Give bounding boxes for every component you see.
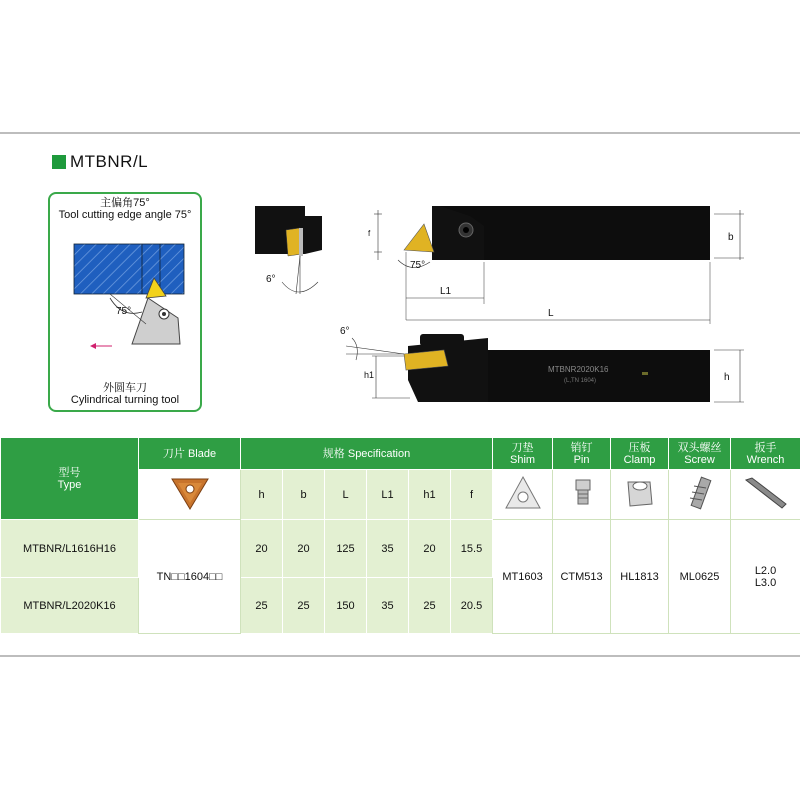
title-square-icon [52, 155, 66, 169]
row-2-b: 25 [283, 578, 325, 634]
blade-header: 刀片 Blade [139, 438, 241, 470]
h-label: h [724, 372, 730, 383]
clamp-icon [620, 474, 660, 512]
spec-table [0, 437, 800, 634]
col-b-header: b [283, 470, 325, 520]
wrench-value-1: L2.0 [754, 564, 777, 577]
head-detail-view [255, 206, 322, 294]
angle-label: 75° [116, 306, 132, 317]
blade-image [139, 470, 241, 520]
h1-label: h1 [364, 370, 375, 380]
row-1-f: 15.5 [451, 520, 493, 578]
wrench-image [731, 470, 800, 520]
pin-value: CTM513 [553, 520, 611, 634]
angle-6-top-label: 6° [266, 274, 276, 285]
insert-triangle-icon [168, 473, 212, 513]
caption-cn: 外圆车刀 [103, 382, 147, 394]
b-label: b [728, 232, 734, 243]
wrench-icon [738, 474, 794, 512]
top-divider [0, 132, 800, 134]
row-2-h1: 25 [409, 578, 451, 634]
row-2-f: 20.5 [451, 578, 493, 634]
title-text: MTBNR/L [70, 152, 149, 171]
bottom-divider [0, 655, 800, 657]
col-f-header: f [451, 470, 493, 520]
row-1-h1: 20 [409, 520, 451, 578]
col-h-header: h [241, 470, 283, 520]
col-h1-header: h1 [409, 470, 451, 520]
tool-drawing [0, 170, 800, 440]
pin-header: 销钉 Pin [553, 438, 611, 470]
shim-image [493, 470, 553, 520]
pin-icon [562, 474, 602, 512]
pin-image [553, 470, 611, 520]
clamp-header: 压板 Clamp [611, 438, 669, 470]
screw-value: ML0625 [669, 520, 731, 634]
holder-top-view [368, 206, 744, 324]
shim-value: MT1603 [493, 520, 553, 634]
engraving-model: MTBNR2020K16 [548, 365, 609, 374]
engraving-insert: (L,TN 1604) [564, 378, 597, 384]
angle-6-side-label: 6° [340, 326, 350, 337]
screw-icon [680, 474, 720, 512]
clamp-value: HL1813 [611, 520, 669, 634]
blade-value: TN□□1604□□ [139, 520, 241, 634]
wrench-value [731, 520, 800, 634]
L1-label: L1 [440, 286, 452, 297]
type-header-en: Type [57, 478, 82, 491]
wrench-value-2: L3.0 [754, 576, 777, 589]
row-1-h: 20 [241, 520, 283, 578]
row-1-L1: 35 [367, 520, 409, 578]
row-1-type: MTBNR/L1616H16 [1, 520, 139, 578]
holder-side-view [340, 326, 744, 402]
col-L1-header: L1 [367, 470, 409, 520]
row-2-L: 150 [325, 578, 367, 634]
spec-header: 规格 Specification [241, 438, 493, 470]
screw-image [669, 470, 731, 520]
row-2-L1: 35 [367, 578, 409, 634]
row-2-h: 25 [241, 578, 283, 634]
caption-en: Cylindrical turning tool [70, 394, 180, 406]
shim-header: 刀垫 Shim [493, 438, 553, 470]
angle-title-en: Tool cutting edge angle 75° [58, 209, 192, 221]
f-label: f [368, 229, 371, 238]
wrench-header: 扳手 Wrench [731, 438, 800, 470]
L-label: L [548, 308, 554, 319]
angle-75-label: 75° [410, 260, 426, 271]
row-1-L: 125 [325, 520, 367, 578]
screw-header: 双头螺丝 Screw [669, 438, 731, 470]
type-header [1, 438, 139, 520]
clamp-image [611, 470, 669, 520]
shim-icon [503, 474, 543, 512]
row-2-type: MTBNR/L2020K16 [1, 578, 139, 634]
type-header-cn: 型号 [58, 466, 81, 479]
row-1-b: 20 [283, 520, 325, 578]
col-L-header: L [325, 470, 367, 520]
product-title [52, 152, 148, 172]
angle-title-cn: 主偏角75° [100, 197, 150, 209]
